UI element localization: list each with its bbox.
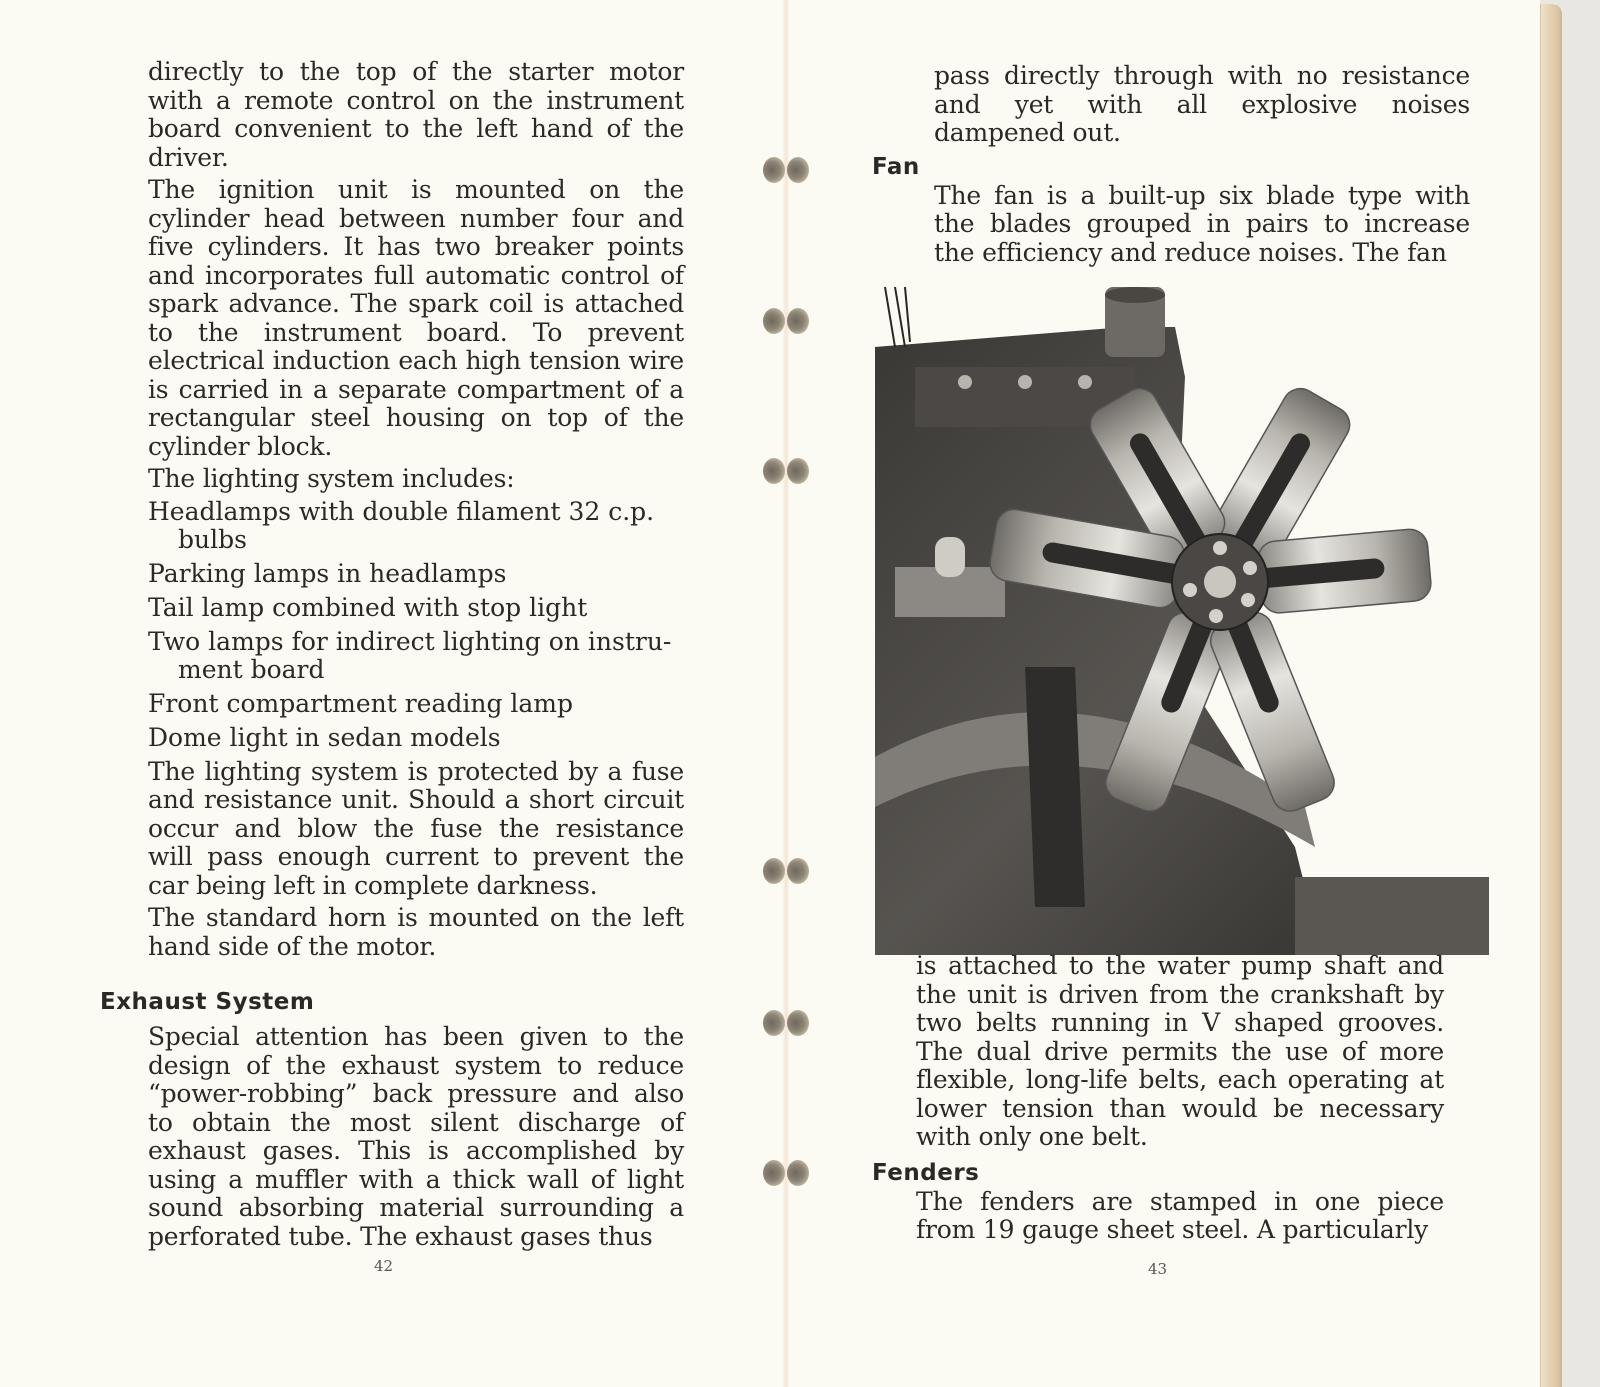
list-item-continuation: ment board <box>178 654 325 684</box>
list-item <box>100 724 684 752</box>
list-item <box>100 594 684 622</box>
paragraph-exhaust-continued: pass directly through with no resistance and yet with all explosive noises dampened out. <box>934 61 1470 147</box>
list-item-text: Tail lamp combined with stop light <box>148 592 588 622</box>
paragraph-starter: directly to the top of the starter motor with a remote control on the instrument board convenient to the left hand of the driver. <box>148 57 684 172</box>
section-heading-fenders: Fenders <box>872 1159 980 1186</box>
binding-hole <box>763 308 809 334</box>
paragraph-horn: The standard horn is mounted on the left hand side of the motor. <box>148 903 684 961</box>
paragraph-fan-2: is attached to the water pump shaft and the unit is driven from the crankshaft by two belts running in V shaped grooves. The dual drive permits the use of more flexible, long-life belts, each operating at lower tension than would be necessary with only one belt. <box>916 951 1444 1151</box>
paragraph-ignition: The ignition unit is mounted on the cylinder head between number four and five cylinders. It has two breaker points and incorporates full automatic control of spark advance. The spark coil is attached to the instrument board. To prevent electrical induction each high tension wire is carried in a separate compartment of a rectangular steel housing on top of the cylinder block. <box>148 175 684 461</box>
list-item-text: Headlamps with double filament 32 c.p. <box>148 496 655 526</box>
binding-hole <box>763 1160 809 1186</box>
list-item-text: Front compartment reading lamp <box>148 688 574 718</box>
list-item <box>100 498 684 554</box>
page-number-left: 42 <box>374 1257 394 1275</box>
right-page-text-top <box>872 62 1470 271</box>
binding-hole <box>763 157 809 183</box>
left-page-text <box>100 58 684 1255</box>
list-item <box>100 690 684 718</box>
paragraph-fan-1: The fan is a built-up six blade type with the blades grouped in pairs to increase the efficiency and reduce noises. The fan <box>934 180 1470 267</box>
section-heading-fan: Fan <box>872 153 920 180</box>
list-item <box>100 560 684 588</box>
scan-background <box>1562 0 1600 1387</box>
paragraph-fuse: The lighting system is protected by a fuse and resistance unit. Should a short circuit occur and blow the fuse the resistance will pass enough current to prevent the car being left in complete darkness. <box>148 756 684 900</box>
paragraph-exhaust: Special attention has been given to the design of the exhaust system to reduce “power-robbing” back pressure and also to obtain the most silent discharge of exhaust gases. This is accomplished by using a muffler with a thick wall of light sound absorbing material surrounding a perforated tube. The exhaust gases thus <box>148 1022 684 1251</box>
list-item-text: Two lamps for indirect lighting on instru- <box>148 626 672 656</box>
page-number-right: 43 <box>1148 1260 1168 1278</box>
list-item <box>100 628 684 684</box>
section-heading-exhaust: Exhaust System <box>100 989 315 1015</box>
binding-hole <box>763 1010 809 1036</box>
fan-illustration-icon <box>875 287 1489 955</box>
list-item-text: Dome light in sedan models <box>148 722 501 752</box>
binding-hole <box>763 458 809 484</box>
page-stack-edge <box>1540 4 1562 1387</box>
list-item-continuation: bulbs <box>178 524 247 554</box>
fan-photograph <box>875 287 1489 955</box>
paragraph-lighting-intro: The lighting system includes: <box>148 464 515 493</box>
list-item-text: Parking lamps in headlamps <box>148 558 507 588</box>
binding-hole <box>763 858 809 884</box>
right-page-text-bottom <box>872 952 1470 1249</box>
paragraph-fenders: The fenders are stamped in one piece from 19 gauge sheet steel. A particularly <box>916 1186 1444 1244</box>
